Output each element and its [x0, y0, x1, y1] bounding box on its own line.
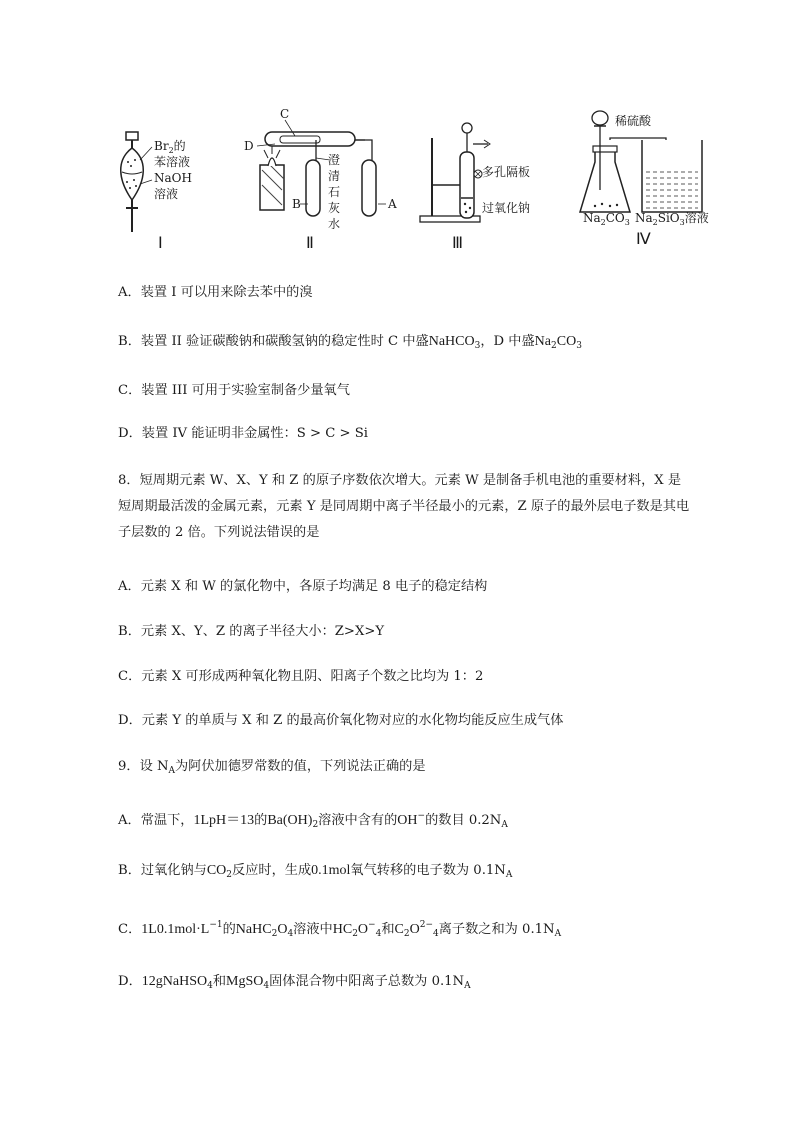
- q9-option-a: A．常温下，1LpH＝13的$Ba(OH)_2$溶液中含有的OH−的数目 $0.2N_A$: [118, 811, 508, 830]
- fig-ii-label-w1: 澄: [328, 153, 341, 167]
- q8-option-c: C．元素 X 可形成两种氧化物且阴、阳离子个数之比均为 1：2: [118, 669, 484, 684]
- q9-option-b: B．过氧化钠与$CO_2$反应时，生成0.1mol氧气转移的电子数为 $0.1N_A$: [118, 863, 513, 880]
- fig-iv-label-h2so4: 稀硫酸: [615, 114, 652, 128]
- q8-option-b: B．元素 X、Y、Z 的离子半径大小：Z>X>Y: [118, 624, 385, 639]
- fig-iv-label-na2co3: $Na_2CO_3$: [583, 211, 630, 227]
- apparatus-iv: [580, 111, 709, 248]
- fig-i-roman: Ⅰ: [158, 235, 163, 252]
- q9-stem: 9．设 $N_A$为阿伏加德罗常数的值，下列说法正确的是: [118, 759, 426, 776]
- fig-ii-label-a: A: [388, 197, 397, 211]
- fig-iii-label-na2o2: 过氧化钠: [482, 201, 531, 215]
- apparatus-figure-row: [110, 100, 710, 260]
- apparatus-ii: [244, 107, 397, 252]
- apparatus-i: [121, 132, 192, 252]
- q9-option-d: D．12gNaHSO$_4$和MgSO$_4$固体混合物中阳离子总数为 $0.1N_A$: [118, 974, 471, 991]
- q7-option-a: A．装置 I 可以用来除去苯中的溴: [118, 285, 313, 300]
- q7-option-c: C．装置 III 可用于实验室制备少量氧气: [118, 383, 350, 398]
- q8-stem: 8．短周期元素 W、X、Y 和 Z 的原子序数依次增大。元素 W 是制备手机电池的重要材料，X 是短周期最活泼的金属元素，元素 Y 是同周期中离子半径最小的元素，Z 原子的最外层电子数是其电子层数的 2 倍。下列说法错误的是: [118, 473, 690, 540]
- q7-option-d: D．装置 IV 能证明非金属性：S > C > Si: [118, 426, 368, 441]
- fig-ii-label-b: B: [292, 197, 301, 211]
- fig-ii-label-w2: 清: [328, 169, 341, 183]
- q7-option-b: B．装置 II 验证碳酸钠和碳酸氢钠的稳定性时 C 中盛NaHCO$_3$，D 中盛$Na_2CO_3$: [118, 334, 582, 351]
- fig-iii-label-plate: 多孔隔板: [482, 165, 531, 179]
- q8-option-a: A．元素 X 和 W 的氯化物中，各原子均满足 8 电子的稳定结构: [118, 579, 488, 594]
- fig-ii-label-w4: 灰: [328, 201, 341, 215]
- fig-ii-label-d: D: [244, 139, 254, 153]
- fig-ii-label-w3: 石: [328, 185, 341, 199]
- fig-iii-roman: Ⅲ: [452, 235, 464, 252]
- fig-ii-roman: Ⅱ: [306, 235, 314, 252]
- fig-iv-label-na2sio3: $Na_2SiO_3$溶液: [635, 211, 709, 227]
- fig-i-label-solution: 溶液: [154, 187, 179, 201]
- fig-ii-label-c: C: [280, 107, 290, 121]
- fig-i-label-benzene: 苯溶液: [154, 155, 191, 169]
- fig-ii-label-w5: 水: [328, 217, 341, 231]
- apparatus-iii: [420, 123, 530, 252]
- q9-option-c: C．$1L0.1mol\cdot L^{-1}$的$NaHC_2O_4$溶液中$HC_2O^-_4$和$C_2O^{2-}_4$离子数之和为 $0.1N_A$: [118, 920, 562, 939]
- fig-i-label-br2: $Br_2$的: [154, 139, 186, 155]
- fig-i-label-naoh: NaOH: [154, 171, 192, 185]
- q8-option-d: D．元素 Y 的单质与 X 和 Z 的最高价氧化物对应的水化物均能反应生成气体: [118, 713, 564, 728]
- fig-iv-roman: Ⅳ: [636, 231, 651, 248]
